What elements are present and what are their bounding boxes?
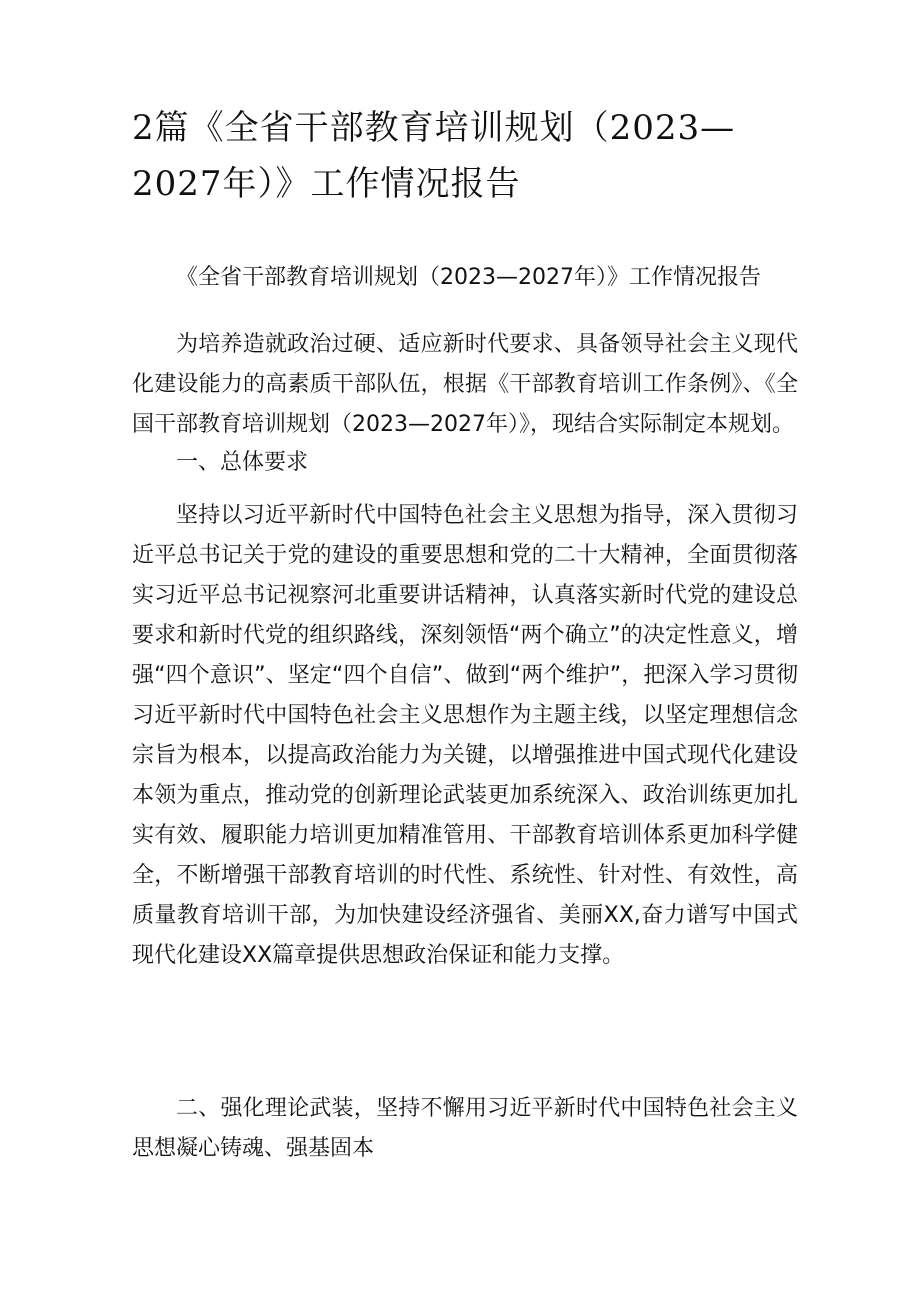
section-heading-theory: 二、强化理论武装，坚持不懈用习近平新时代中国特色社会主义思想凝心铸魂、强基固本	[132, 1096, 798, 1161]
document-title: 2篇《全省干部教育培训规划（2023—2027年）》工作情况报告	[132, 108, 736, 204]
report-subtitle: 《全省干部教育培训规划（2023—2027年）》工作情况报告	[176, 265, 761, 290]
section-heading-general-requirements: 一、总体要求	[176, 450, 309, 475]
paragraph-general-requirements: 坚持以习近平新时代中国特色社会主义思想为指导，深入贯彻习近平总书记关于党的建设的重要思想和党的二十大精神，全面贯彻落实习近平总书记视察河北重要讲话精神，认真落实新时代党的建设总要求和新时代党的组织路线，深刻领悟“两个确立”的决定性意义，增强“四个意识”、坚定“四个自信”、做到“两个维护”，把深入学习贯彻习近平新时代中国特色社会主义思想作为主题主线，以坚定理想信念宗旨为根本，以提高政治能力为关键，以增强推进中国式现代化建设本领为重点，推动党的创新理论武装更加系统深入、政治训练更加扎实有效、履职能力培训更加精准管用、干部教育培训体系更加科学健全，不断增强干部教育培训的时代性、系统性、针对性、有效性，高质量教育培训干部，为加快建设经济强省、美丽XX,奋力谱写中国式现代化建设XX篇章提供思想政治保证和能力支撑。	[132, 503, 798, 968]
paragraph-intro: 为培养造就政治过硬、适应新时代要求、具备领导社会主义现代化建设能力的高素质干部队伍，根据《干部教育培训工作条例》、《全国干部教育培训规划（2023—2027年）》，现结合实际制定本规划。	[132, 332, 798, 437]
